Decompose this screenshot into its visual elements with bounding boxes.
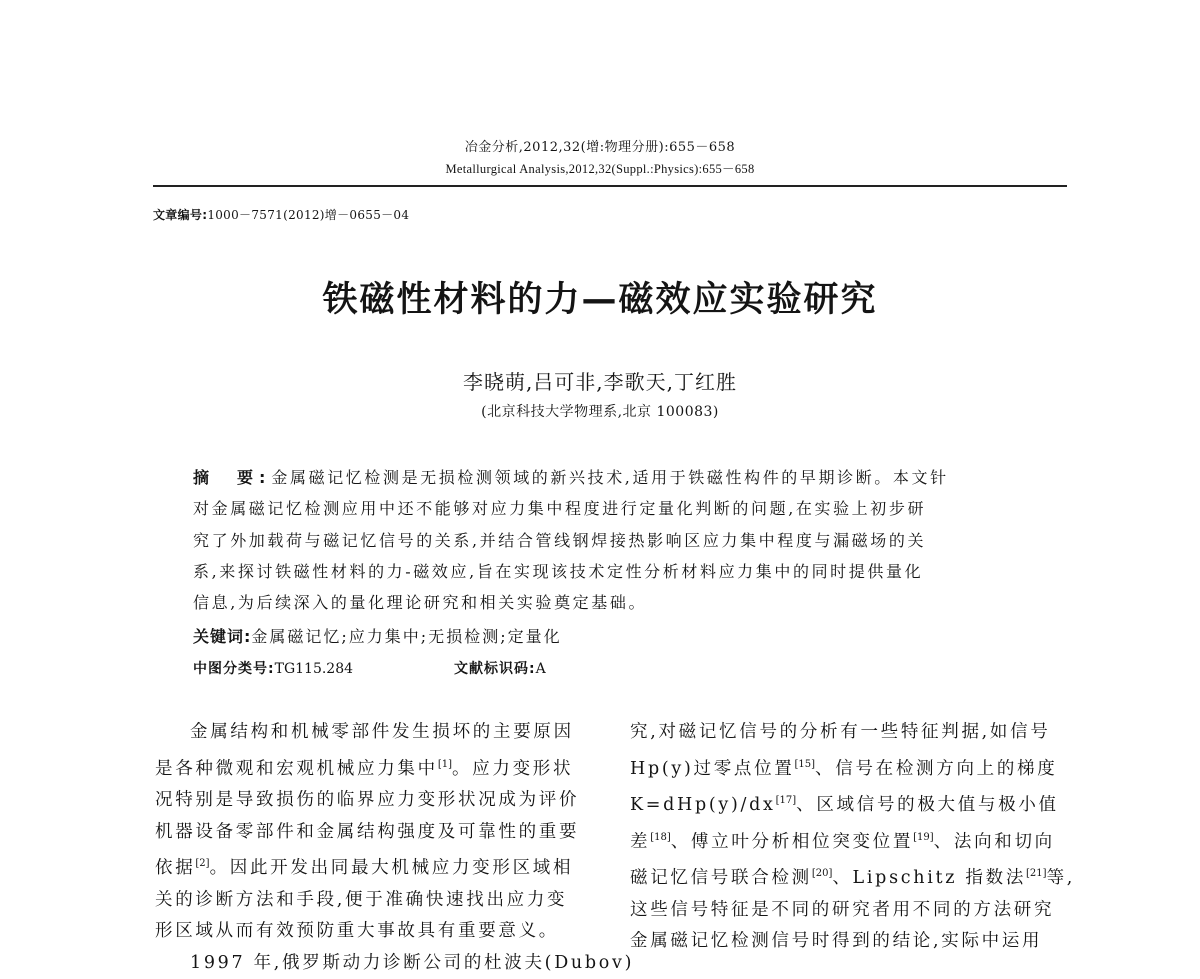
abstract-line: 究了外加载荷与磁记忆信号的关系,并结合管线钢焊接热影响区应力集中程度与漏磁场的关 [193, 525, 1029, 556]
body-line: 这些信号特征是不同的研究者用不同的方法研究 [630, 895, 1070, 927]
abstract-line: 系,来探讨铁磁性材料的力-磁效应,旨在实现该技术定性分析材料应力集中的同时提供量化 [193, 556, 1029, 587]
body-line: 磁记忆信号联合检测[20]、Lipschitz 指数法[21]等, [630, 858, 1070, 895]
abstract-line: 信息,为后续深入的量化理论研究和相关实验奠定基础。 [193, 587, 1029, 618]
journal-citation-en: Metallurgical Analysis,2012,32(Suppl.:Physics):655－658 [0, 159, 1200, 177]
article-number [153, 206, 409, 223]
body-line-partial: 1997 年,俄罗斯动力诊断公司的杜波夫(Dubov) [155, 948, 595, 979]
body-line: K=dHp(y)/dx[17]、区域信号的极大值与极小值 [630, 785, 1070, 822]
body-line: 金属磁记忆检测信号时得到的结论,实际中运用 [630, 926, 1070, 958]
abstract-line: 对金属磁记忆检测应用中还不能够对应力集中程度进行定量化判断的问题,在实验上初步研 [193, 493, 1029, 524]
citation-ref: [2] [195, 858, 209, 869]
citation-ref: [17] [776, 795, 797, 806]
body-left-column [155, 717, 595, 979]
header-rule [153, 185, 1067, 187]
document-code-label: 文献标识码: [454, 661, 536, 677]
body-line: 金属结构和机械零部件发生损坏的主要原因 [155, 717, 595, 749]
keywords-label: 关键词: [193, 627, 251, 646]
body-line: 差[18]、傅立叶分析相位突变位置[19]、法向和切向 [630, 822, 1070, 859]
classification-label: 中图分类号: [193, 661, 275, 677]
citation-ref: [19] [913, 832, 934, 843]
body-line: 关的诊断方法和手段,便于准确快速找出应力变 [155, 885, 595, 917]
citation-ref: [20] [812, 868, 833, 879]
abstract-label: 摘 要: [193, 468, 271, 487]
article-number-label: 文章编号: [153, 208, 207, 222]
document-code [454, 658, 546, 678]
citation-ref: [18] [650, 832, 671, 843]
article-number-value: 1000－7571(2012)增－0655－04 [207, 208, 409, 222]
citation-ref: [21] [1026, 868, 1047, 879]
affiliation: (北京科技大学物理系,北京 100083) [0, 401, 1200, 421]
body-line: 形区域从而有效预防重大事故具有重要意义。 [155, 916, 595, 948]
citation-ref: [15] [795, 759, 816, 770]
classification-number [193, 658, 353, 678]
abstract-line: 摘 要:金属磁记忆检测是无损检测领域的新兴技术,适用于铁磁性构件的早期诊断。本文针 [193, 462, 1029, 493]
keywords [193, 624, 562, 647]
classification-value: TG115.284 [275, 661, 353, 677]
body-line: 依据[2]。因此开发出同最大机械应力变形区域相 [155, 848, 595, 885]
body-line: Hp(y)过零点位置[15]、信号在检测方向上的梯度 [630, 749, 1070, 786]
keywords-value: 金属磁记忆;应力集中;无损检测;定量化 [251, 627, 561, 646]
authors: 李晓萌,吕可非,李歌天,丁红胜 [0, 366, 1200, 395]
body-right-column [630, 717, 1070, 958]
paper-title: 铁磁性材料的力—磁效应实验研究 [0, 272, 1200, 322]
body-line: 况特别是导致损伤的临界应力变形状况成为评价 [155, 785, 595, 817]
body-line: 机器设备零部件和金属结构强度及可靠性的重要 [155, 817, 595, 849]
abstract [193, 462, 1029, 618]
citation-ref: [1] [438, 759, 452, 770]
body-line: 究,对磁记忆信号的分析有一些特征判据,如信号 [630, 717, 1070, 749]
journal-citation-cn: 冶金分析,2012,32(增:物理分册):655－658 [0, 136, 1200, 155]
body-line: 是各种微观和宏观机械应力集中[1]。应力变形状 [155, 749, 595, 786]
document-code-value: A [536, 661, 546, 677]
